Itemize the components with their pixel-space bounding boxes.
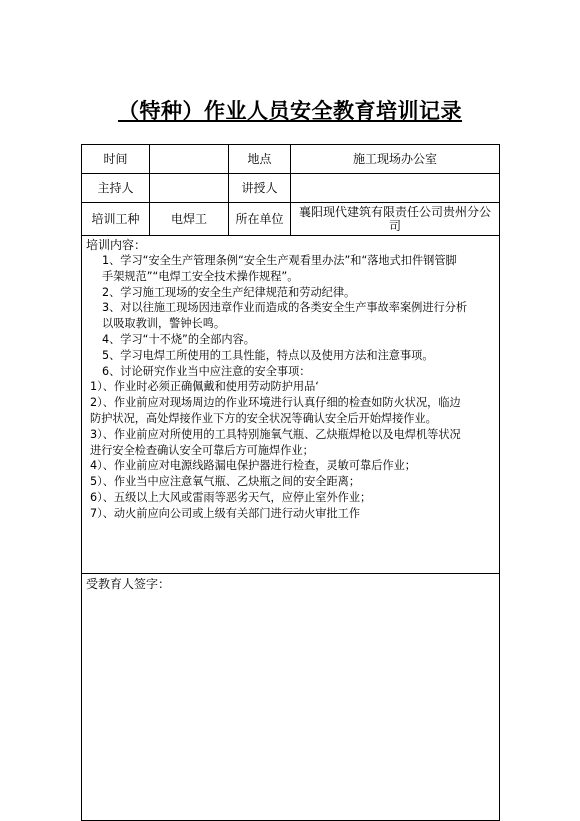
content-item: 4）、作业前应对电源线路漏电保护器进行检查，灵敏可靠后作业； (90, 459, 416, 473)
unit-value: 襄阳现代建筑有限责任公司贵州分公司 (291, 203, 500, 236)
trade-label: 培训工种 (82, 203, 150, 236)
content-item: 5）、作业当中应注意氧气瓶、乙炔瓶之间的安全距离； (90, 475, 361, 489)
table-row (82, 574, 500, 821)
table-row (82, 145, 500, 174)
content-item: 6）、五级以上大风或雷雨等恶劣天气，应停止室外作业； (90, 490, 372, 504)
content-item: 1、学习“安全生产管理条例“安全生产观看里办法”和“落地式扣件钢管脚 (102, 254, 457, 267)
content-item: 7）、动火前应向公司或上级有关部门进行动火审批工作 (90, 506, 361, 520)
place-label: 地点 (229, 145, 291, 174)
content-item: 6、讨论研究作业当中应注意的安全事项： (102, 364, 311, 378)
lecturer-label: 讲授人 (229, 174, 291, 203)
time-value (150, 145, 229, 174)
content-item: 手架规范”“电焊工安全技术操作规程”。 (102, 269, 299, 283)
table-row (82, 236, 500, 574)
table-row (82, 174, 500, 203)
unit-label: 所在单位 (229, 203, 291, 236)
page-title: （特种）作业人员安全教育培训记录 (118, 98, 462, 123)
signature-label: 受教育人签字： (86, 577, 171, 591)
signature-cell[interactable] (82, 574, 500, 821)
time-label: 时间 (82, 145, 150, 174)
place-value: 施工现场办公室 (291, 145, 500, 174)
table-row (82, 203, 500, 236)
content-item: 2、学习施工现场的安全生产纪律规范和劳动纪律。 (102, 285, 356, 299)
trade-value: 电焊工 (150, 203, 229, 236)
content-item: 2）、作业前应对现场周边的作业环境进行认真仔细的检查如防火状况，临边 (90, 396, 461, 410)
content-item: 以吸取教训，警钟长鸣。 (102, 317, 226, 331)
host-value (150, 174, 229, 203)
content-item: 3、对以往施工现场因违章作业而造成的各类安全生产事故率案例进行分析 (102, 301, 468, 315)
content-item: 4、学习“十不烧”的全部内容。 (102, 332, 255, 346)
content-item: 5、学习电焊工所使用的工具性能，特点以及使用方法和注意事项。 (102, 348, 434, 362)
host-label: 主持人 (82, 174, 150, 203)
lecturer-value (291, 174, 500, 203)
content-item: 防护状况，高处焊接作业下方的安全状况等确认安全后开始焊接作业。 (90, 411, 437, 425)
training-content-label: 培训内容： (86, 238, 147, 252)
training-content-cell (82, 236, 500, 574)
content-item: 1）、作业时必须正确佩戴和使用劳动防护用品‘ (90, 380, 319, 394)
content-item: 3）、作业前应对所使用的工具特别施氧气瓶、乙炔瓶焊枪以及电焊机等状况 (90, 427, 461, 441)
training-record-table (81, 144, 500, 821)
content-item: 进行安全检查确认安全可靠后方可施焊作业； (90, 443, 314, 457)
